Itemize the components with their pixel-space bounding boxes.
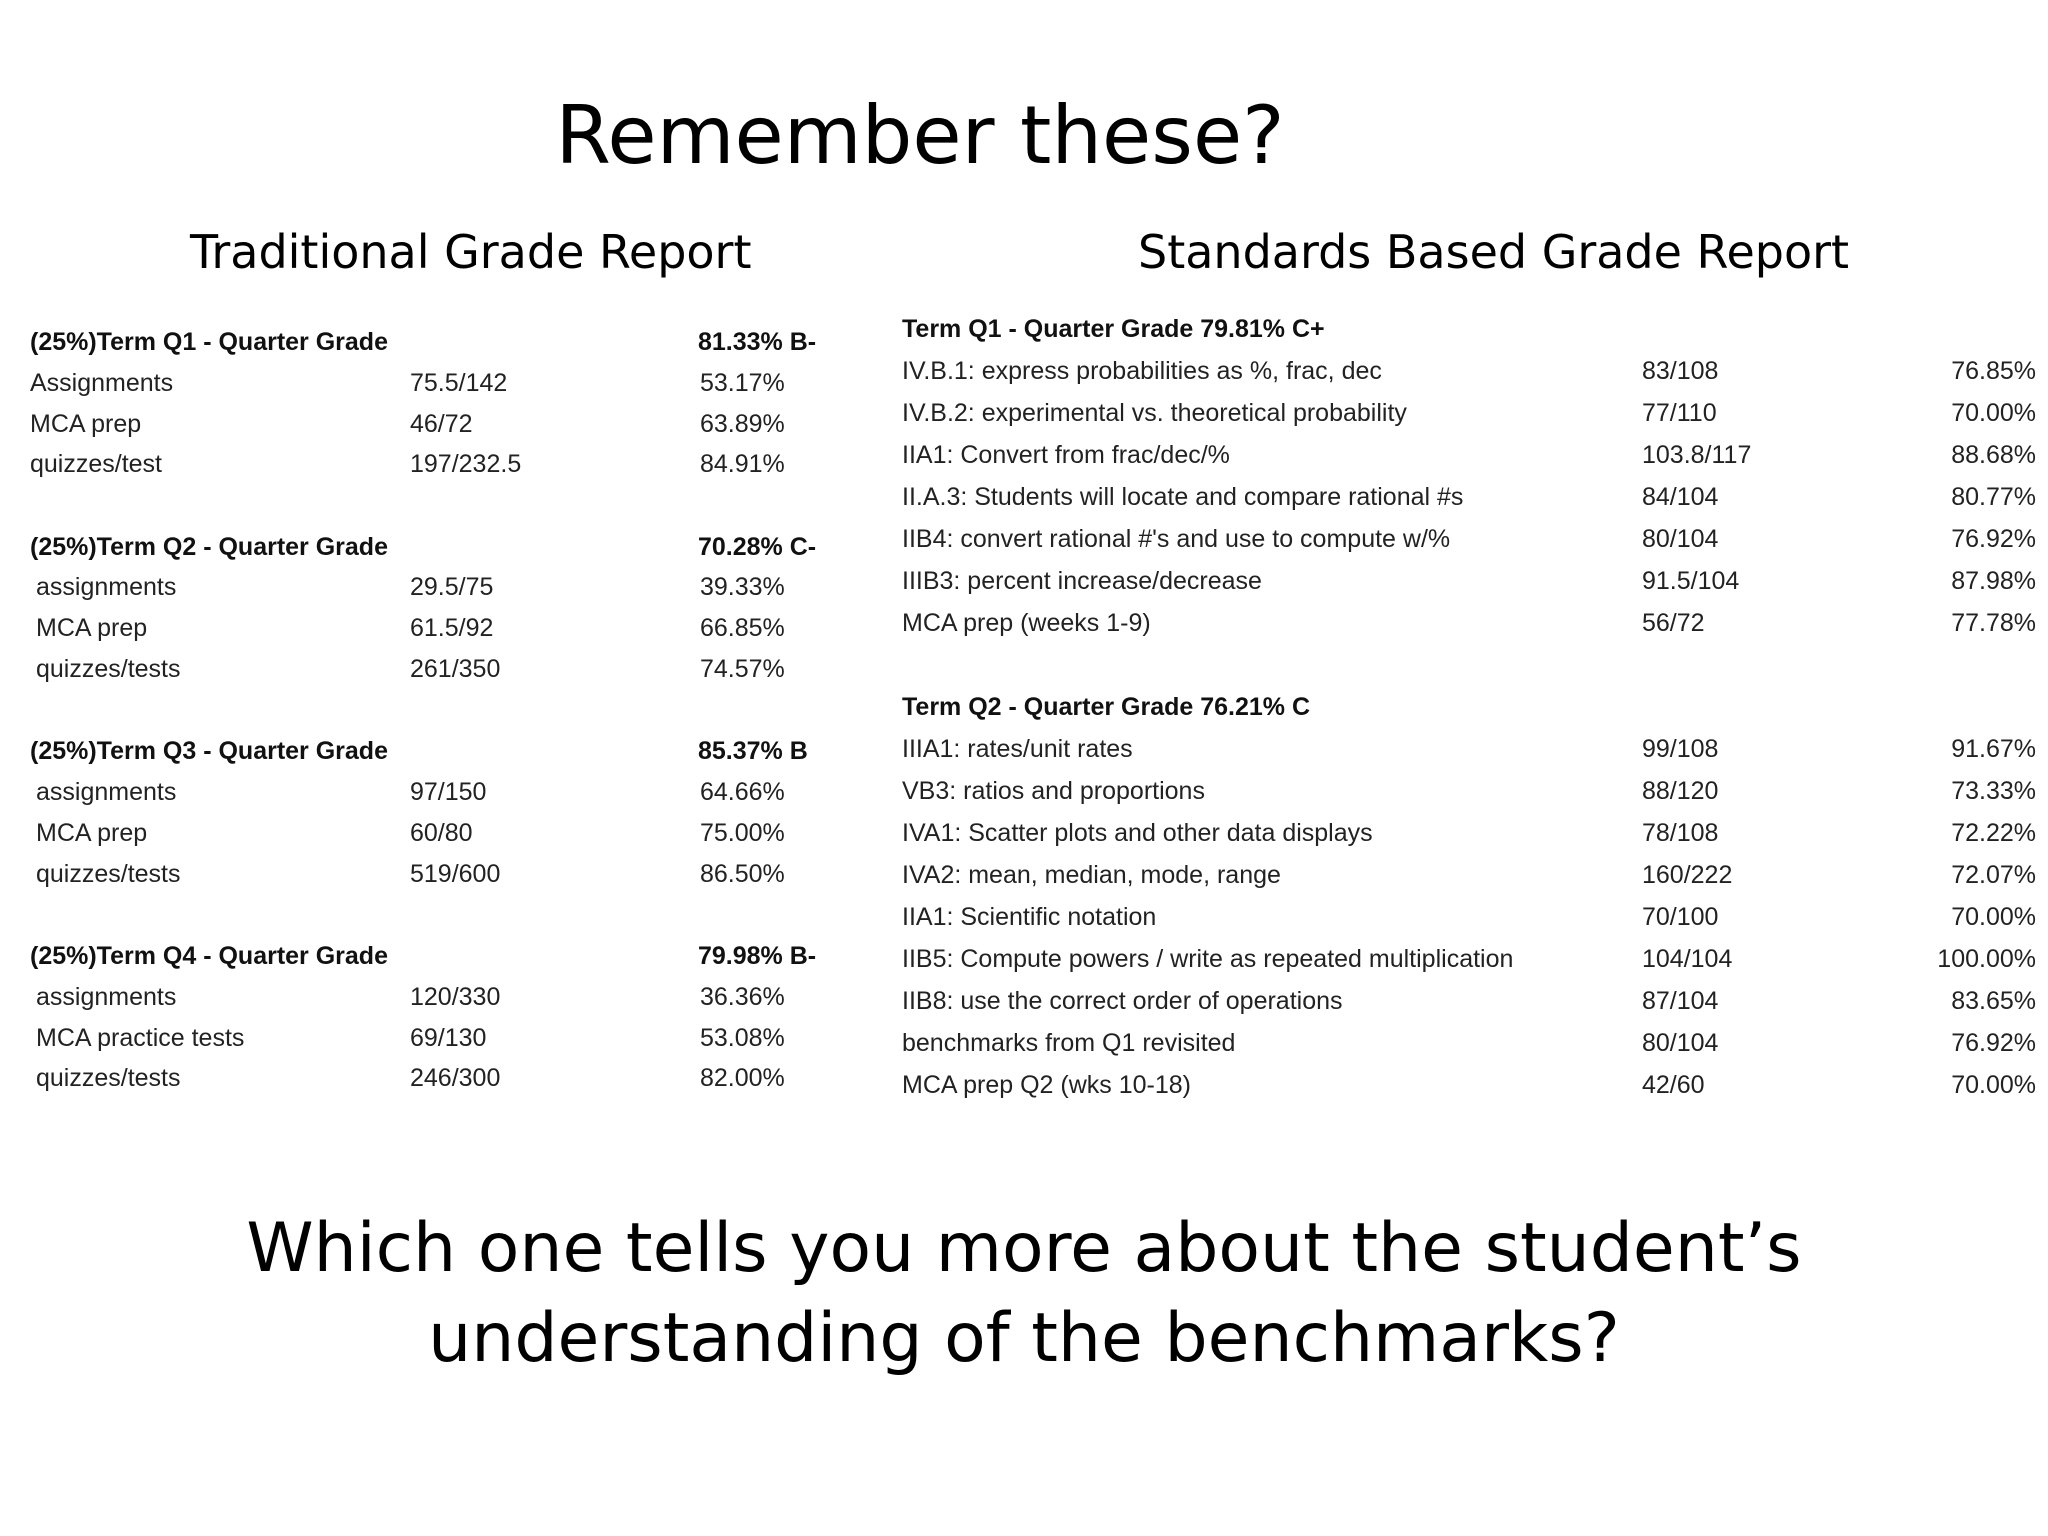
standards-report-heading: Standards Based Grade Report	[1138, 225, 1850, 279]
percent: 82.00%	[700, 1064, 785, 1093]
percent: 53.17%	[700, 368, 785, 397]
standard-label: VB3: ratios and proportions	[902, 777, 1205, 805]
table-row	[30, 772, 830, 813]
percent: 80.77%	[1951, 483, 2036, 511]
term-header-row	[902, 308, 2042, 350]
score: 75.5/142	[410, 368, 508, 397]
slide-title: Remember these?	[555, 89, 1285, 182]
table-row	[30, 977, 830, 1018]
term-header: Term Q2 - Quarter Grade 76.21% C	[902, 693, 1311, 721]
category-label: assignments	[36, 573, 177, 602]
table-row	[30, 854, 830, 895]
table-row	[30, 608, 830, 649]
term-header: (25%)Term Q4 - Quarter Grade	[30, 942, 388, 971]
category-label: MCA practice tests	[36, 1023, 245, 1052]
term-grade: 81.33% B-	[698, 328, 817, 356]
percent: 63.89%	[700, 409, 785, 438]
standard-label: IIIA1: rates/unit rates	[902, 735, 1133, 763]
table-row	[30, 813, 830, 854]
score: 120/330	[410, 982, 501, 1011]
score: 91.5/104	[1642, 567, 1740, 595]
score: 261/350	[410, 655, 501, 684]
table-row	[902, 854, 2042, 896]
table-row	[902, 1064, 2042, 1106]
percent: 70.00%	[1951, 1071, 2036, 1099]
term-header-row	[30, 322, 830, 363]
score: 83/108	[1642, 357, 1719, 385]
term-header: (25%)Term Q3 - Quarter Grade	[30, 737, 388, 766]
table-row	[902, 1022, 2042, 1064]
category-label: assignments	[36, 982, 177, 1011]
term-header: (25%)Term Q2 - Quarter Grade	[30, 532, 388, 561]
standard-label: IVA2: mean, median, mode, range	[902, 861, 1281, 889]
percent: 39.33%	[700, 573, 785, 602]
standard-label: IV.B.2: experimental vs. theoretical probability	[902, 399, 1407, 427]
percent: 75.00%	[700, 818, 785, 847]
category-label: quizzes/tests	[36, 1064, 181, 1093]
score: 78/108	[1642, 819, 1719, 847]
percent: 86.50%	[700, 859, 785, 888]
standard-label: IIA1: Scientific notation	[902, 903, 1157, 931]
term-grade: 70.28% C-	[698, 532, 817, 561]
category-label: quizzes/tests	[36, 859, 181, 888]
table-row	[902, 392, 2042, 434]
percent: 70.00%	[1951, 903, 2036, 931]
term-header: Term Q1 - Quarter Grade 79.81% C+	[902, 315, 1325, 343]
score: 519/600	[410, 859, 501, 888]
percent: 84.91%	[700, 450, 785, 479]
percent: 76.85%	[1951, 357, 2036, 385]
percent: 66.85%	[700, 614, 785, 643]
standards-based-grade-report	[902, 308, 2042, 1106]
category-label: Assignments	[30, 368, 174, 397]
standard-label: IVA1: Scatter plots and other data displays	[902, 819, 1373, 847]
standard-label: IIIB3: percent increase/decrease	[902, 567, 1262, 595]
standard-label: IV.B.1: express probabilities as %, frac, dec	[902, 357, 1382, 385]
table-row	[902, 770, 2042, 812]
score: 103.8/117	[1642, 441, 1752, 469]
category-label: MCA prep	[36, 614, 148, 643]
score: 29.5/75	[410, 573, 494, 602]
percent: 36.36%	[700, 982, 785, 1011]
percent: 72.22%	[1951, 819, 2036, 847]
closing-question: Which one tells you more about the student’s understanding of the benchmarks?	[246, 1209, 1802, 1378]
score: 246/300	[410, 1064, 501, 1093]
percent: 70.00%	[1951, 399, 2036, 427]
term-header-row	[902, 686, 2042, 728]
percent: 77.78%	[1951, 609, 2036, 637]
table-row	[30, 567, 830, 608]
term-header: (25%)Term Q1 - Quarter Grade	[30, 328, 388, 356]
table-row	[902, 980, 2042, 1022]
table-row	[902, 518, 2042, 560]
table-row	[30, 363, 830, 404]
score: 84/104	[1642, 483, 1719, 511]
term-header-row	[30, 731, 830, 772]
score: 46/72	[410, 409, 473, 438]
score: 77/110	[1642, 399, 1717, 427]
table-row	[30, 444, 830, 485]
score: 87/104	[1642, 987, 1719, 1015]
traditional-report-heading: Traditional Grade Report	[190, 225, 752, 279]
category-label: MCA prep	[36, 818, 148, 847]
score: 70/100	[1642, 903, 1719, 931]
percent: 76.92%	[1951, 525, 2036, 553]
percent: 73.33%	[1951, 777, 2036, 805]
score: 69/130	[410, 1023, 487, 1052]
category-label: assignments	[36, 778, 177, 807]
table-row	[30, 649, 830, 690]
table-row	[30, 1018, 830, 1059]
score: 56/72	[1642, 609, 1705, 637]
percent: 64.66%	[700, 778, 785, 807]
percent: 83.65%	[1951, 987, 2036, 1015]
term-header-row	[30, 527, 830, 568]
score: 160/222	[1642, 861, 1733, 889]
score: 99/108	[1642, 735, 1719, 763]
percent: 87.98%	[1951, 567, 2036, 595]
table-row	[902, 350, 2042, 392]
standard-label: benchmarks from Q1 revisited	[902, 1029, 1236, 1057]
score: 80/104	[1642, 525, 1719, 553]
score: 88/120	[1642, 777, 1719, 805]
score: 61.5/92	[410, 614, 494, 643]
category-label: MCA prep	[30, 409, 142, 438]
standard-label: MCA prep Q2 (wks 10-18)	[902, 1071, 1191, 1099]
term-header-row	[30, 936, 830, 977]
table-row	[30, 1058, 830, 1099]
percent: 72.07%	[1951, 861, 2036, 889]
standard-label: IIA1: Convert from frac/dec/%	[902, 441, 1230, 469]
standard-label: IIB5: Compute powers / write as repeated multiplication	[902, 945, 1514, 973]
score: 104/104	[1642, 945, 1733, 973]
table-row	[902, 560, 2042, 602]
category-label: quizzes/test	[30, 450, 163, 479]
table-row	[902, 896, 2042, 938]
percent: 88.68%	[1951, 441, 2036, 469]
table-row	[902, 938, 2042, 980]
percent: 74.57%	[700, 655, 785, 684]
score: 80/104	[1642, 1029, 1719, 1057]
term-grade: 85.37% B	[698, 737, 808, 766]
table-row	[902, 602, 2042, 644]
table-row	[902, 728, 2042, 770]
table-row	[902, 434, 2042, 476]
score: 60/80	[410, 818, 473, 847]
standard-label: MCA prep (weeks 1-9)	[902, 609, 1151, 637]
percent: 53.08%	[700, 1023, 785, 1052]
table-row	[902, 812, 2042, 854]
traditional-grade-report	[30, 322, 830, 1099]
table-row	[30, 404, 830, 445]
score: 42/60	[1642, 1071, 1705, 1099]
percent: 91.67%	[1951, 735, 2036, 763]
score: 97/150	[410, 778, 487, 807]
table-row	[902, 476, 2042, 518]
percent: 100.00%	[1937, 945, 2036, 973]
standard-label: IIB4: convert rational #'s and use to compute w/%	[902, 525, 1451, 553]
score: 197/232.5	[410, 450, 522, 479]
percent: 76.92%	[1951, 1029, 2036, 1057]
standard-label: II.A.3: Students will locate and compare rational #s	[902, 483, 1464, 511]
category-label: quizzes/tests	[36, 655, 181, 684]
standard-label: IIB8: use the correct order of operations	[902, 987, 1343, 1015]
term-grade: 79.98% B-	[698, 942, 817, 971]
